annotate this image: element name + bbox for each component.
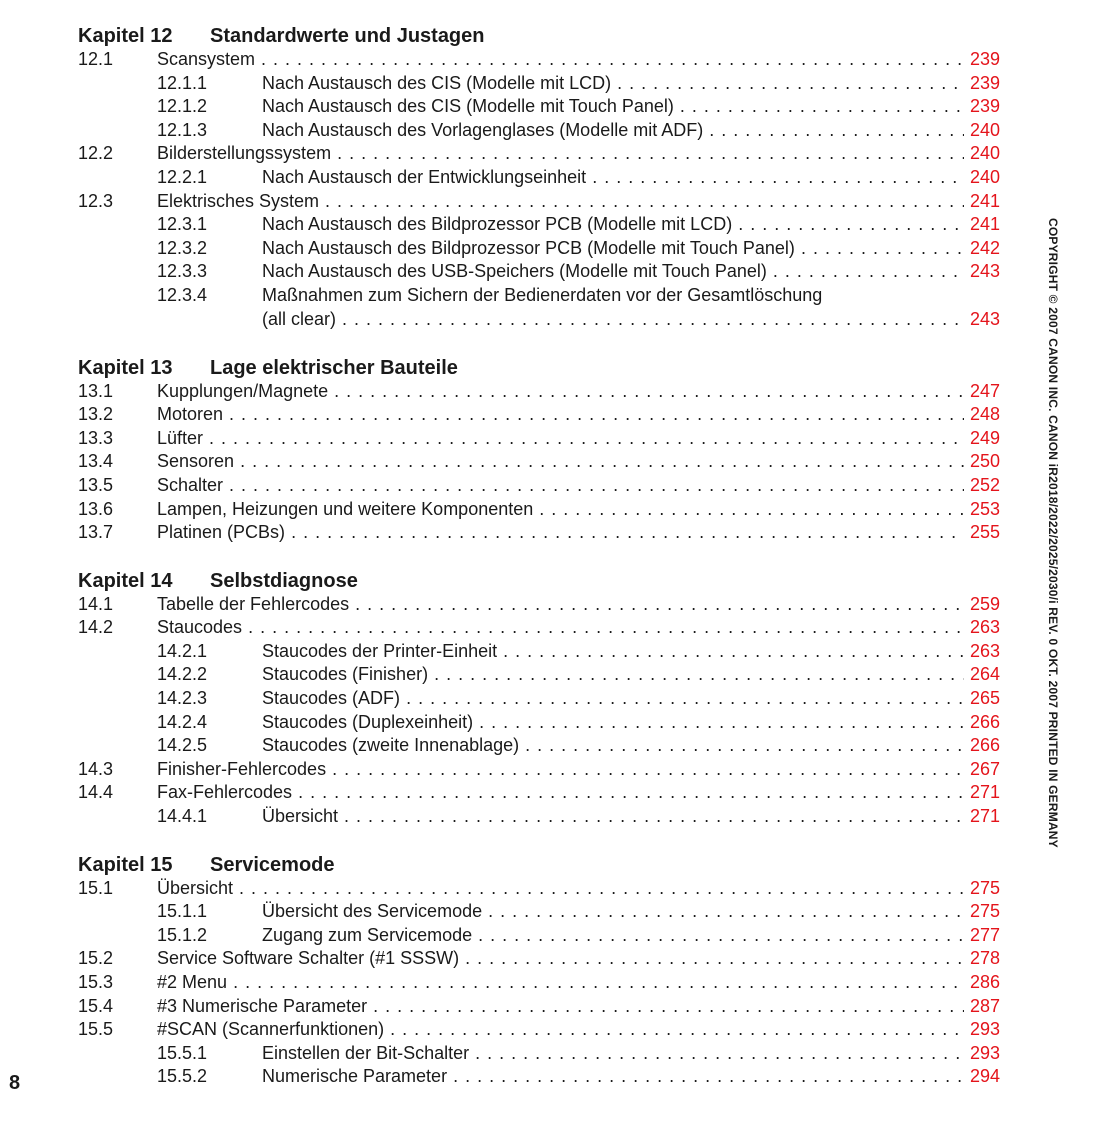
toc-entry[interactable] [78,663,1000,687]
toc-page-link[interactable]: 278 [964,947,1000,971]
toc-entry-number: 14.2.4 [157,711,208,732]
toc-entry-title[interactable]: Lüfter . . . [157,427,1000,451]
toc-entry-title[interactable]: Nach Austausch des USB-Speichers (Modelle mit Touch Panel) . . . [262,260,1000,284]
chapter-label: Kapitel 12 [78,25,173,47]
toc-entry[interactable] [78,781,1000,805]
toc-entry[interactable] [78,308,1000,332]
chapter-label: Kapitel 13 [78,356,173,379]
toc-entry[interactable] [78,95,1000,119]
toc-page-link[interactable]: 253 [964,498,1000,522]
toc-page-link[interactable]: 264 [964,663,1000,687]
toc-page-link[interactable]: 247 [964,380,1000,404]
toc-page-link[interactable]: 259 [964,593,1000,617]
toc-entry-number: 15.1.2 [157,924,208,945]
toc-entry-title[interactable]: Lampen, Heizungen und weitere Komponenten . . . [157,498,1000,522]
toc-page-link[interactable]: 271 [964,805,1000,829]
toc-entry-title[interactable]: Staucodes . . . [157,616,1000,640]
table-of-contents [78,24,1000,1113]
toc-page-link[interactable]: 243 [964,308,1000,332]
toc-entry[interactable] [78,711,1000,735]
toc-entry-title[interactable]: Schalter . . . [157,474,1000,498]
toc-entry-title[interactable]: Nach Austausch des CIS (Modelle mit Touch Panel) . . . [262,95,1000,119]
toc-page-link[interactable]: 267 [964,758,1000,782]
chapter-heading [78,853,1000,877]
toc-entry-number: 13.5 [78,474,114,495]
toc-page-link[interactable]: 275 [964,900,1000,924]
toc-entry[interactable] [78,805,1000,829]
chapter-title: Standardwerte und Justagen [210,25,485,47]
toc-page-link[interactable]: 263 [964,616,1000,640]
toc-page-link[interactable]: 265 [964,687,1000,711]
toc-page-link[interactable]: 263 [964,640,1000,664]
toc-entry-title[interactable]: #3 Numerische Parameter . . . [157,995,1000,1019]
toc-entry[interactable] [78,474,1000,498]
toc-page-link[interactable]: 240 [964,142,1000,166]
chapter-section [78,356,1000,545]
toc-page-link[interactable]: 241 [964,190,1000,214]
toc-page-link[interactable]: 255 [964,521,1000,545]
toc-entry[interactable] [78,1042,1000,1066]
toc-entry-title[interactable]: Nach Austausch des Bildprozessor PCB (Modelle mit Touch Panel) . . . [262,237,1000,261]
chapter-heading [78,356,1000,380]
toc-entry-title[interactable]: Übersicht . . . [157,877,1000,901]
toc-entry-title[interactable]: Kupplungen/Magnete . . . [157,380,1000,404]
chapter-title: Servicemode [210,853,335,876]
toc-entry[interactable] [78,498,1000,522]
toc-page-link[interactable]: 275 [964,877,1000,901]
toc-entry-number: 12.3.4 [157,284,208,305]
toc-entry[interactable] [78,1018,1000,1042]
toc-entry-number: 14.1 [78,593,114,614]
toc-page-link[interactable]: 239 [964,95,1000,119]
toc-entry-title[interactable]: Motoren . . . [157,403,1000,427]
toc-entry[interactable] [78,284,1000,308]
toc-entry-number: 15.5 [78,1019,114,1040]
toc-entry-number: 12.3 [78,190,114,211]
toc-entry[interactable] [78,616,1000,640]
toc-entry-title[interactable]: Übersicht . . . [262,805,1000,829]
toc-entry[interactable] [78,72,1000,96]
toc-entry-number: 14.2 [78,617,114,638]
toc-entry-title[interactable]: Sensoren . . . [157,450,1000,474]
toc-entry-number: 12.3.2 [157,237,208,258]
toc-entry-number: 12.2.1 [157,166,208,187]
toc-page-link[interactable]: 266 [964,734,1000,758]
toc-entry[interactable] [78,900,1000,924]
toc-entry[interactable] [78,687,1000,711]
toc-page-link[interactable]: 271 [964,781,1000,805]
toc-entry-number: 12.1.1 [157,72,208,93]
toc-entry-number: 15.1 [78,877,114,898]
toc-entry-title[interactable]: Fax-Fehlercodes . . . [157,781,1000,805]
chapter-section [78,853,1000,1089]
toc-entry[interactable] [78,521,1000,545]
toc-entry-title[interactable]: Bilderstellungssystem . . . [157,142,1000,166]
toc-entry[interactable] [78,48,1000,72]
toc-entry[interactable] [78,166,1000,190]
toc-entry[interactable] [78,427,1000,451]
toc-entry-number: 14.4.1 [157,806,208,827]
toc-entry[interactable] [78,971,1000,995]
toc-entry-number: 12.1.3 [157,119,208,140]
toc-entry[interactable] [78,734,1000,758]
toc-entry[interactable] [78,758,1000,782]
chapter-section [78,24,1000,332]
toc-entry-number: 15.2 [78,948,114,969]
chapter-heading [78,569,1000,593]
toc-entry-title[interactable]: Zugang zum Servicemode . . . [262,924,1000,948]
toc-entry-number: 15.4 [78,995,114,1016]
toc-entry-number: 14.2.5 [157,735,208,756]
toc-entry-title[interactable]: Numerische Parameter . . . [262,1065,1000,1089]
toc-entry-number: 14.4 [78,782,114,803]
toc-page-link[interactable]: 287 [964,995,1000,1019]
toc-entry-title[interactable]: Maßnahmen zum Sichern der Bedienerdaten vor der Gesamtlöschung [262,284,823,305]
toc-entry-title[interactable]: Einstellen der Bit-Schalter . . . [262,1042,1000,1066]
toc-entry[interactable] [78,190,1000,214]
page-number: 8 [9,1072,21,1094]
toc-page-link[interactable]: 294 [964,1065,1000,1089]
toc-page-link[interactable]: 286 [964,971,1000,995]
toc-page-link[interactable]: 266 [964,711,1000,735]
toc-entry[interactable] [78,119,1000,143]
toc-page-link[interactable]: 240 [964,166,1000,190]
toc-entry[interactable] [78,237,1000,261]
toc-entry-title[interactable]: Service Software Schalter (#1 SSSW) . . . [157,947,1000,971]
toc-entry-title[interactable]: Tabelle der Fehlercodes . . . [157,593,1000,617]
toc-entry-number: 15.5.2 [157,1066,208,1087]
toc-entry[interactable] [78,260,1000,284]
toc-entry-number: 14.2.3 [157,688,208,709]
toc-page-link[interactable]: 243 [964,260,1000,284]
toc-entry-title[interactable]: Nach Austausch des Vorlagenglases (Modelle mit ADF) . . . [262,119,1000,143]
toc-page-link[interactable]: 248 [964,403,1000,427]
toc-entry-title[interactable]: Scansystem . . . [157,48,1000,72]
toc-page-link[interactable]: 252 [964,474,1000,498]
toc-entry-title[interactable]: Nach Austausch der Entwicklungseinheit . . . [262,166,1000,190]
copyright-notice: COPYRIGHT © 2007 CANON INC. CANON iR2018/2022/2025/2030/i REV. 0 OKT. 2007 PRINTED IN GERMANY [1046,218,1060,848]
toc-entry-number: 12.2 [78,143,114,164]
toc-page-link[interactable]: 241 [964,213,1000,237]
toc-entry-title[interactable]: Staucodes (Finisher) . . . [262,663,1000,687]
toc-entry-number: 13.7 [78,522,114,543]
chapter-heading [78,24,1000,48]
toc-entry-title[interactable]: Elektrisches System . . . [157,190,1000,214]
toc-entry-title[interactable]: Staucodes (zweite Innenablage) . . . [262,734,1000,758]
toc-entry-number: 13.6 [78,498,114,519]
toc-page-link[interactable]: 293 [964,1042,1000,1066]
toc-entry[interactable] [78,593,1000,617]
chapter-section [78,569,1000,829]
toc-entry-number: 12.3.1 [157,214,208,235]
toc-entry-number: 13.1 [78,380,114,401]
chapter-label: Kapitel 15 [78,853,173,876]
toc-entry-number: 15.5.1 [157,1042,208,1063]
toc-entry[interactable] [78,450,1000,474]
toc-entry-title[interactable]: Nach Austausch des CIS (Modelle mit LCD) . . . [262,72,1000,96]
toc-page-link[interactable]: 293 [964,1018,1000,1042]
toc-entry[interactable] [78,640,1000,664]
toc-page-link[interactable]: 242 [964,237,1000,261]
toc-entry-title[interactable]: (all clear) . . . [262,308,1000,332]
toc-entry-number: 14.3 [78,758,114,779]
toc-entry-number: 12.1 [78,49,114,69]
toc-entry[interactable] [78,947,1000,971]
toc-entry-title[interactable]: Staucodes der Printer-Einheit . . . [262,640,1000,664]
toc-entry-title[interactable]: Platinen (PCBs) . . . [157,521,1000,545]
toc-entry[interactable] [78,924,1000,948]
toc-entry-number: 15.3 [78,972,114,992]
toc-entry-number: 13.3 [78,427,114,448]
toc-entry-title[interactable]: Nach Austausch des Bildprozessor PCB (Modelle mit LCD) . . . [262,213,1000,237]
chapter-label: Kapitel 14 [78,569,173,592]
toc-entry-number: 15.1.1 [157,901,208,922]
toc-page-link[interactable]: 250 [964,450,1000,474]
toc-entry-number: 12.1.2 [157,96,208,117]
chapter-title: Selbstdiagnose [210,569,358,592]
toc-entry[interactable] [78,403,1000,427]
toc-entry-title[interactable]: #2 Menu . . . [157,971,1000,995]
toc-entry-number: 12.3.3 [157,261,208,282]
toc-page-link[interactable]: 240 [964,119,1000,143]
toc-entry[interactable] [78,380,1000,404]
chapter-title: Lage elektrischer Bauteile [210,356,458,379]
toc-entry[interactable] [78,213,1000,237]
toc-entry-number: 13.4 [78,451,114,472]
toc-entry-title[interactable]: Übersicht des Servicemode . . . [262,900,1000,924]
toc-entry[interactable] [78,877,1000,901]
toc-entry-title[interactable]: Staucodes (Duplexeinheit) . . . [262,711,1000,735]
toc-entry-title[interactable]: Staucodes (ADF) . . . [262,687,1000,711]
toc-page-link[interactable]: 239 [964,72,1000,96]
toc-entry-title[interactable]: Finisher-Fehlercodes . . . [157,758,1000,782]
toc-entry[interactable] [78,1065,1000,1089]
toc-page-link[interactable]: 277 [964,924,1000,948]
toc-entry-number: 14.2.1 [157,640,208,661]
toc-entry[interactable] [78,142,1000,166]
toc-entry-number: 13.2 [78,404,114,425]
toc-page-link[interactable]: 239 [964,48,1000,72]
toc-entry-number: 14.2.2 [157,664,208,685]
toc-entry-title[interactable]: #SCAN (Scannerfunktionen) . . . [157,1018,1000,1042]
toc-page-link[interactable]: 249 [964,427,1000,451]
toc-entry[interactable] [78,995,1000,1019]
